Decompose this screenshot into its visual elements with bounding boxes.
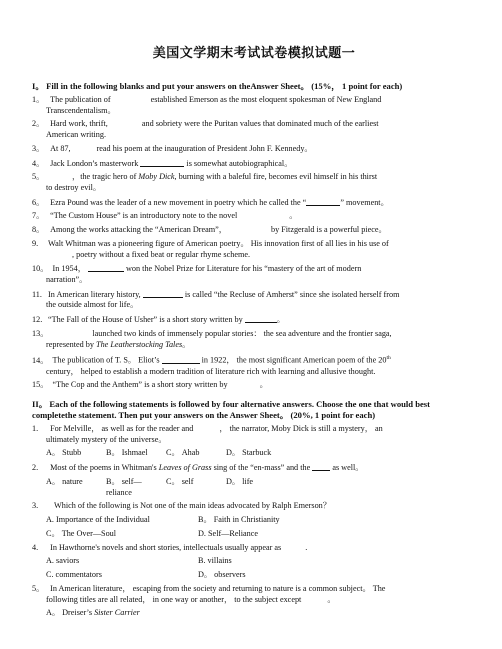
option-d[interactable]: D。 life (226, 476, 254, 486)
question-1-11: 11. In American literary history, is called “the Recluse of Amherst” since she isolated herself from the outside almost for life。 (32, 289, 400, 310)
question-2-5-options (32, 608, 476, 619)
option-a[interactable]: A. saviors (46, 556, 80, 566)
option-d[interactable]: D。 observers (198, 570, 246, 580)
question-2-5: 5。 In American literature， escaping from the society and returning to nature is a common subject。 The following titles are all related， in one way or another， to the subject except 。 (32, 584, 386, 604)
option-b[interactable]: B。 Faith in Christianity (198, 515, 280, 525)
question-2-2: 2. Most of the poems in Whitman's Leaves of Grass sing of the “en-mass” and the as well。 (32, 463, 364, 473)
option-c[interactable]: C. commentators (46, 570, 102, 580)
question-1-1: 1。 The publication of established Emerson as the most eloquent spokesman of New England Transcendentalism。 (32, 95, 382, 115)
question-1-5: 5。 ，the tragic hero of Moby Dick, burning with a baleful fire, becomes evil himself in his thirst to destroy evil。 (32, 172, 378, 192)
option-c[interactable]: C。 self (166, 476, 194, 486)
option-c[interactable]: C。 The Over—Soul (46, 528, 117, 538)
question-1-2: 2。 Hard work, thrift, and sobriety were the Puritan values that dominated much of the earliest American writing. (32, 119, 379, 139)
question-1-7: 7。 “The Custom House” is an introductory note to the novel 。 (32, 211, 298, 221)
answer-blank (88, 263, 124, 272)
question-1-14: 14。 The publication of T. S。 Eliot’s in 1922， the most significant American poem of the 20th century， helped to establish a modern tradition of literature rich with learning and allusive thought. (32, 355, 391, 376)
option-b[interactable]: B. villains (198, 556, 232, 566)
question-2-3: 3. Which of the following is Not one of the main ideas advocated by Ralph Emerson？ (32, 501, 331, 511)
option-b[interactable]: B。 Ishmael (106, 448, 148, 458)
question-2-2-options (32, 477, 476, 498)
option-b[interactable]: B。 self—reliance (106, 476, 142, 497)
answer-blank (162, 355, 200, 364)
question-2-3-options-row1 (32, 515, 476, 526)
option-c[interactable]: C。 Ahab (166, 448, 200, 458)
question-2-3-options-row2 (32, 529, 476, 540)
question-1-12: 12. “The Fall of the House of Usher” is a short story written by 。 (32, 315, 285, 325)
question-2-4-options-row2 (32, 570, 476, 581)
question-1-3: 3。 At 87, read his poem at the inauguration of President John F. Kennedy。 (32, 143, 313, 153)
answer-blank (312, 462, 330, 471)
option-d[interactable]: D。 Starbuck (226, 448, 272, 458)
question-1-8: 8。 Among the works attacking the “American Dream”， by Fitzgerald is a powerful piece。 (32, 225, 387, 235)
question-1-13: 13。 launched two kinds of immensely popular stories： the sea adventure and the frontier saga, represented by The Leatherstocking Tales。 (32, 328, 392, 349)
option-a[interactable]: A。 nature (46, 476, 83, 486)
option-a[interactable]: A。 Dreiser’s Sister Carrier (46, 608, 140, 618)
section-2-heading: II。 Each of the following statements is followed by four alternative answers. Choose the one that would best completethe statement. Then put your answers on the Answer Sheet。 (20%, 1 point for each) (32, 399, 431, 421)
question-1-15: 15。 “The Cop and the Anthem” is a short story written by 。 (32, 380, 268, 390)
option-a[interactable]: A. Importance of the Individual (46, 515, 150, 525)
answer-blank (143, 289, 183, 298)
question-2-4-options-row1 (32, 556, 476, 567)
question-1-9: 9. Walt Whitman was a pioneering figure of American poetry。 His innovation first of all lies in his use of , poetry without a fixed beat or regular rhyme scheme. (32, 239, 389, 259)
answer-blank (306, 197, 340, 206)
question-1-6: 6。 Ezra Pound was the leader of a new movement in poetry which he called the “ ” movement。 (32, 197, 389, 207)
page-title: 美国文学期末考试试卷模拟试题一 (152, 46, 356, 61)
question-2-1-options (32, 448, 476, 459)
option-a[interactable]: A。 Stubb (46, 448, 82, 458)
answer-blank (245, 314, 277, 323)
option-d[interactable]: D. Self—Reliance (198, 528, 259, 538)
question-2-1: 1. For Melville， as well as for the reader and ， the narrator, Moby Dick is still a mystery， an ultimately mystery of the universe。 (32, 424, 383, 444)
question-1-4: 4。 Jack London’s masterwork is somewhat autobiographical。 (32, 158, 293, 168)
section-1-heading: I。 Fill in the following blanks and put your answers on theAnswer Sheet。 (15%， 1 point for each) (32, 81, 403, 91)
answer-blank (140, 158, 184, 167)
question-2-4: 4. In Hawthorne's novels and short stories, intellectuals usually appear as . (32, 542, 308, 552)
question-1-10: 10。 In 1954， won the Nobel Prize for Literature for his “mastery of the art of modern narration”。 (32, 264, 362, 284)
